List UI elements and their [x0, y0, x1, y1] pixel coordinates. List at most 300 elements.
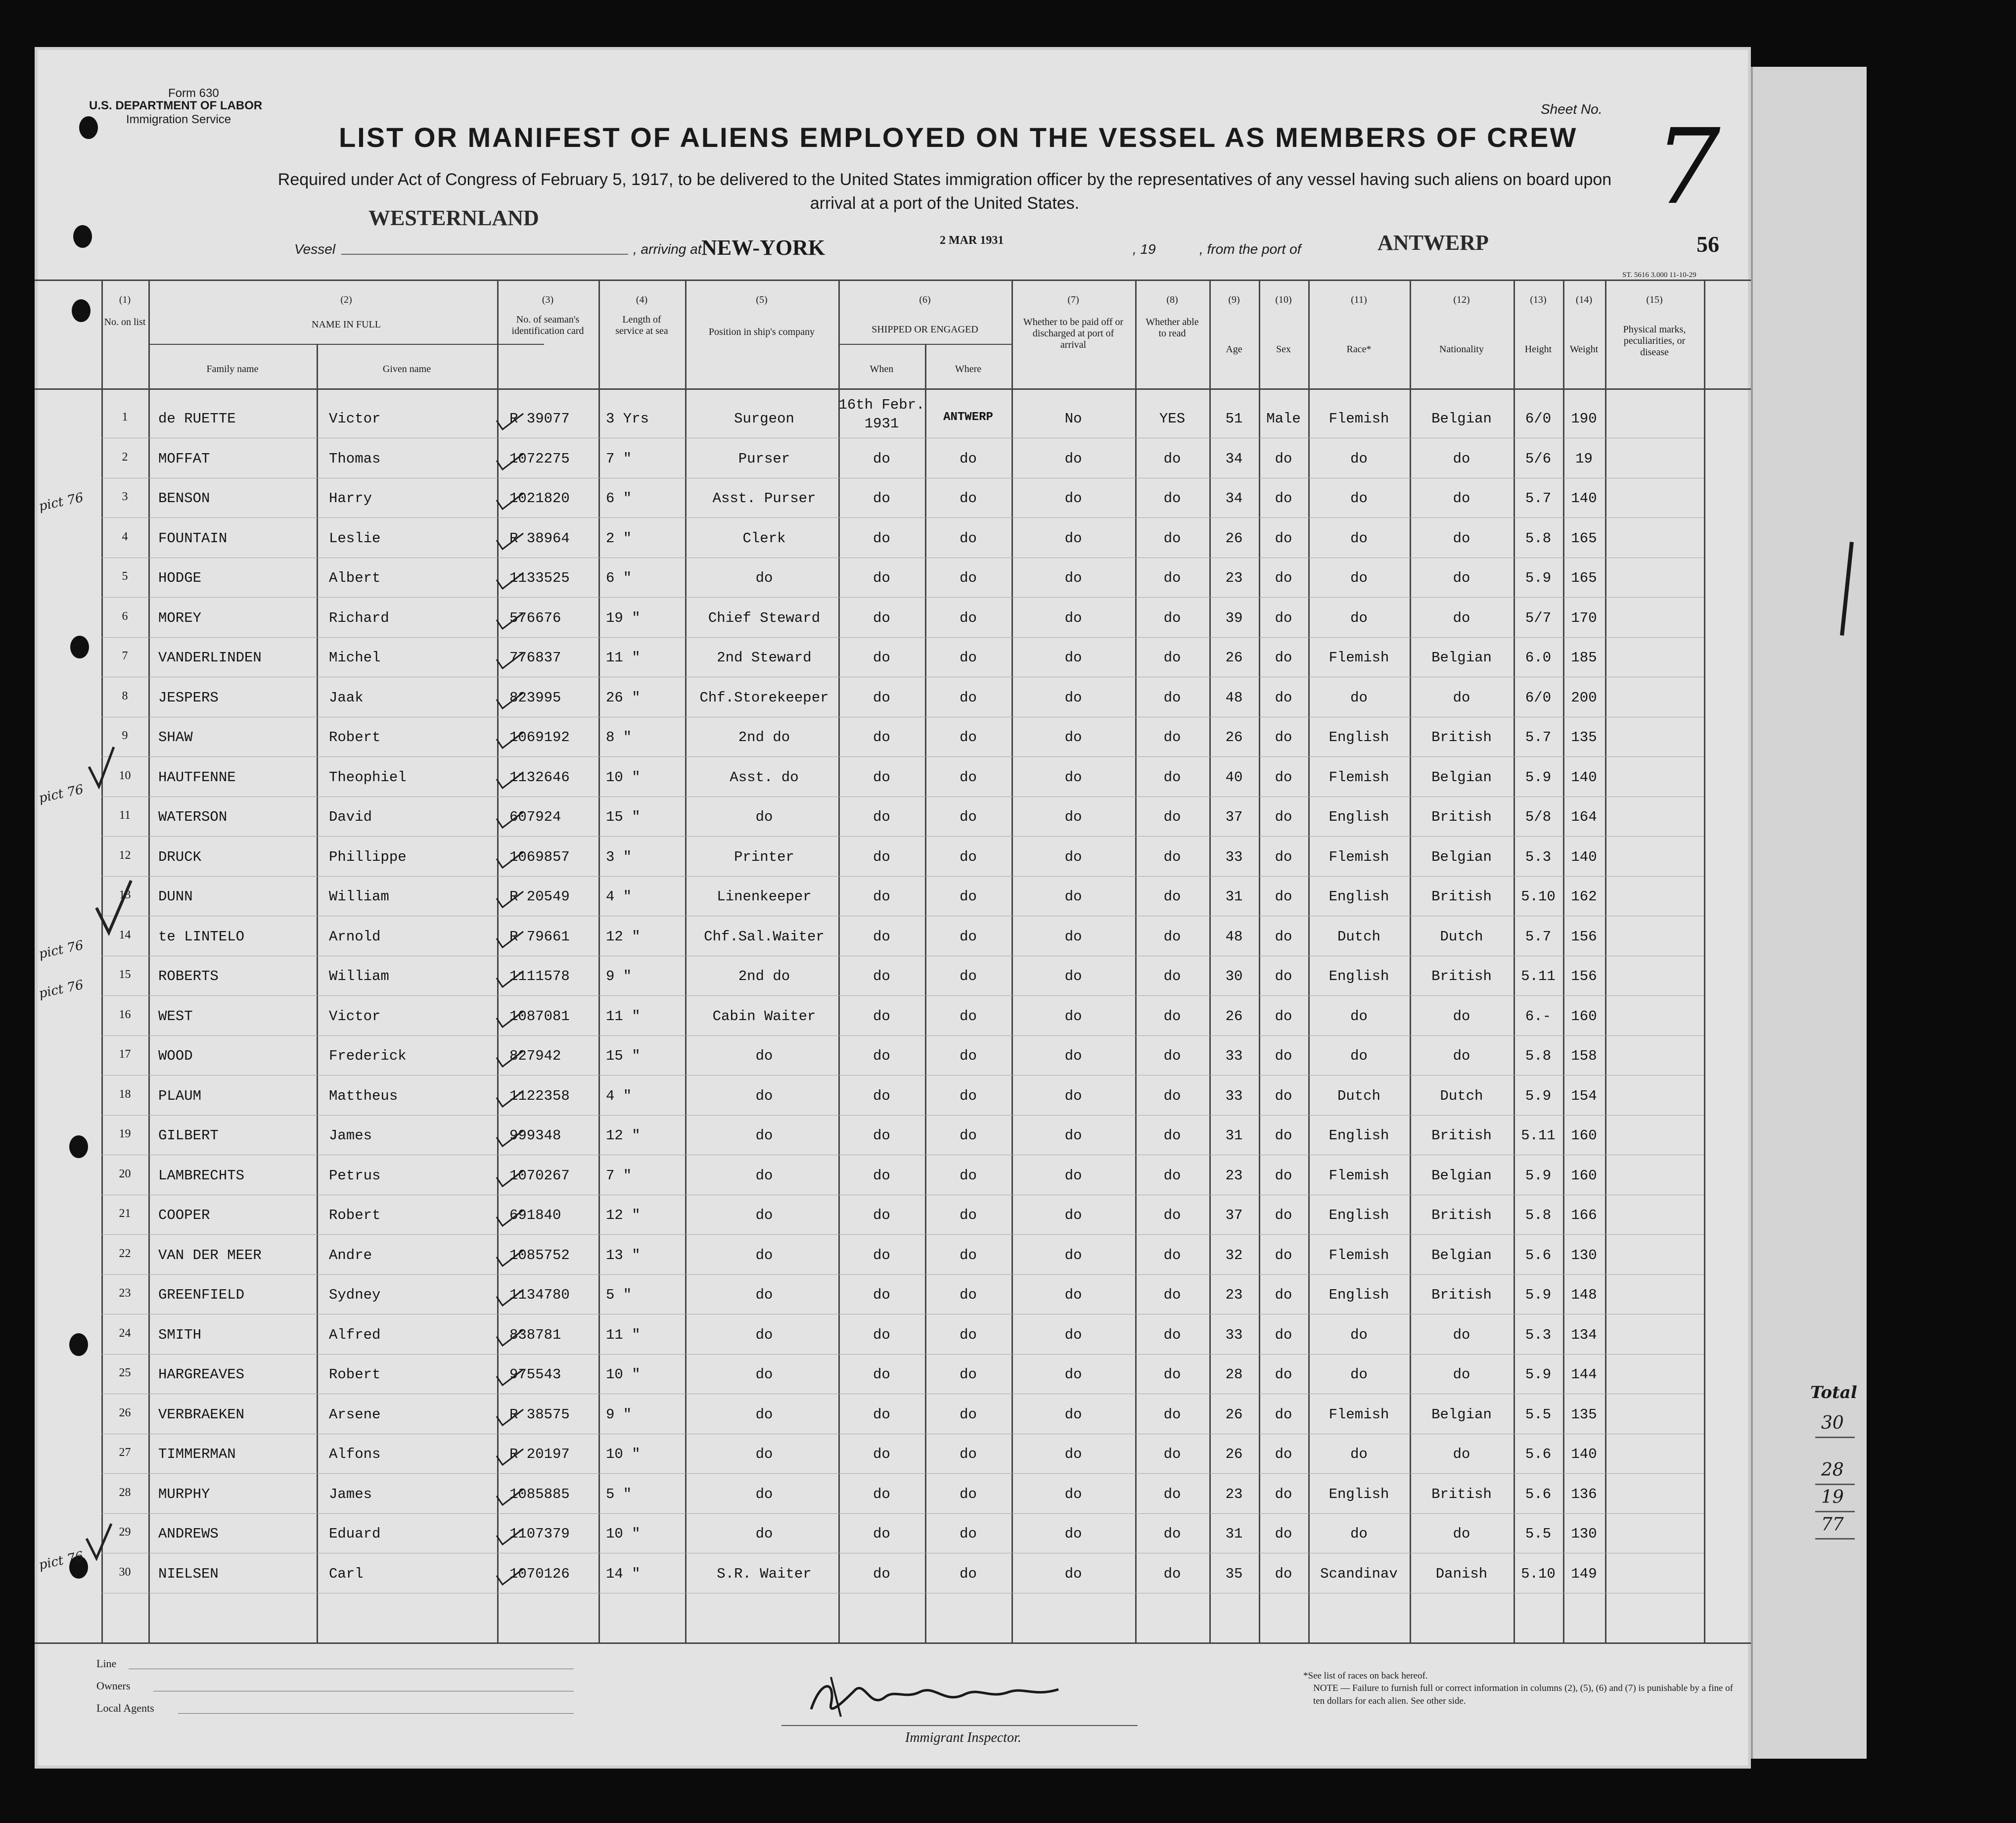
cell-nat: British — [1431, 1486, 1492, 1502]
tick-icon — [495, 531, 524, 551]
tick-icon — [495, 412, 524, 431]
cell-paid: do — [1064, 809, 1082, 825]
cell-when: do — [873, 1366, 890, 1383]
cell-race: do — [1350, 1366, 1368, 1383]
cell-where: do — [960, 1526, 977, 1542]
tick-icon — [495, 1049, 524, 1069]
page-title: LIST OR MANIFEST OF ALIENS EMPLOYED ON THE VESSEL AS MEMBERS OF CREW — [339, 122, 1578, 153]
cell-sex: do — [1275, 809, 1292, 825]
colnum-9: (9) — [1228, 294, 1240, 305]
cell-paid: do — [1064, 888, 1082, 905]
cell-service: 12 " — [606, 1207, 641, 1223]
cell-paid: do — [1064, 1526, 1082, 1542]
cell-race: Flemish — [1329, 769, 1389, 786]
tick-icon — [495, 930, 524, 949]
cell-service: 2 " — [606, 530, 632, 547]
cell-race: Flemish — [1329, 1167, 1389, 1184]
cell-no: 12 — [119, 848, 131, 862]
cell-nat: do — [1453, 570, 1470, 586]
cell-position: 2nd do — [738, 968, 790, 984]
cell-service: 13 " — [606, 1247, 641, 1263]
cell-age: 32 — [1225, 1247, 1243, 1263]
sheet-label: Sheet No. — [1541, 101, 1603, 117]
cell-where: do — [960, 928, 977, 945]
total-box — [1815, 1457, 1855, 1485]
cell-no: 30 — [119, 1565, 131, 1579]
cell-paid: do — [1064, 530, 1082, 547]
header-given-name: Given name — [382, 364, 431, 374]
cell-family: DRUCK — [158, 848, 202, 865]
margin-note: pict 76 — [37, 490, 85, 514]
cell-height: 6.0 — [1525, 650, 1552, 666]
cell-given: Thomas — [329, 450, 381, 467]
cell-service: 3 Yrs — [606, 411, 649, 427]
total-box — [1815, 1410, 1855, 1438]
cell-read: do — [1163, 1287, 1181, 1303]
cell-card: 838781 — [509, 1326, 561, 1343]
race-note: *See list of races on back hereof. — [1303, 1671, 1428, 1681]
cell-where: do — [960, 809, 977, 825]
cell-where: do — [960, 689, 977, 706]
cell-paid: do — [1064, 609, 1082, 626]
cell-nat: do — [1453, 1326, 1470, 1343]
cell-card: 1070267 — [509, 1167, 570, 1184]
cell-card: 1111578 — [509, 968, 570, 984]
cell-where: do — [960, 1406, 977, 1423]
cell-read: do — [1163, 450, 1181, 467]
cell-card: 1087081 — [509, 1008, 570, 1025]
cell-no: 21 — [119, 1207, 131, 1220]
cell-age: 33 — [1225, 1326, 1243, 1343]
cell-given: William — [329, 968, 389, 984]
cell-family: de RUETTE — [158, 411, 236, 427]
cell-where: do — [960, 530, 977, 547]
cell-sex: do — [1275, 1167, 1292, 1184]
cell-nat: Belgian — [1431, 848, 1492, 865]
cell-weight: 156 — [1571, 968, 1597, 984]
cell-race: Flemish — [1329, 1406, 1389, 1423]
tick-icon — [495, 969, 524, 989]
header-id-card: No. of seaman's identification card — [511, 314, 584, 336]
tick-icon — [495, 770, 524, 790]
cell-position: do — [755, 1247, 773, 1263]
cell-read: do — [1163, 490, 1181, 507]
cell-sex: do — [1275, 1247, 1292, 1263]
cell-service: 15 " — [606, 1048, 641, 1064]
cell-weight: 165 — [1571, 570, 1597, 586]
check-mark-icon — [94, 878, 134, 937]
cell-position: do — [755, 1287, 773, 1303]
cell-nat: do — [1453, 1446, 1470, 1462]
cell-position: Chief Steward — [708, 609, 821, 626]
cell-height: 5.7 — [1525, 490, 1552, 507]
cell-family: VERBRAEKEN — [158, 1406, 245, 1423]
cell-given: Albert — [329, 570, 381, 586]
cell-height: 5/6 — [1525, 450, 1552, 467]
cell-read: do — [1163, 809, 1181, 825]
tick-icon — [495, 1009, 524, 1029]
cell-age: 26 — [1225, 729, 1243, 746]
cell-where: do — [960, 570, 977, 586]
cell-position: Purser — [738, 450, 790, 467]
tick-icon — [495, 1367, 524, 1387]
cell-read: YES — [1159, 411, 1186, 427]
cell-no: 26 — [119, 1406, 131, 1419]
cell-height: 5/8 — [1525, 809, 1552, 825]
cell-family: SMITH — [158, 1326, 202, 1343]
cell-no: 19 — [119, 1127, 131, 1140]
cell-nat: Belgian — [1431, 1406, 1492, 1423]
cell-card: 1133525 — [509, 570, 570, 586]
cell-race: Flemish — [1329, 1247, 1389, 1263]
cell-nat: do — [1453, 1366, 1470, 1383]
cell-given: Eduard — [329, 1526, 381, 1542]
colnum-4: (4) — [636, 294, 648, 305]
cell-position: do — [755, 1087, 773, 1104]
cell-given: Arsene — [329, 1406, 381, 1423]
tick-icon — [495, 1487, 524, 1507]
colnum-10: (10) — [1275, 294, 1292, 305]
cell-family: VAN DER MEER — [158, 1247, 262, 1263]
cell-no: 16 — [119, 1008, 131, 1021]
cell-weight: 160 — [1571, 1127, 1597, 1144]
cell-no: 18 — [119, 1087, 131, 1101]
margin-note: pict 76 — [37, 977, 85, 1002]
cell-age: 26 — [1225, 1008, 1243, 1025]
cell-paid: do — [1064, 450, 1082, 467]
cell-weight: 165 — [1571, 530, 1597, 547]
cell-paid: do — [1064, 689, 1082, 706]
cell-sex: do — [1275, 1486, 1292, 1502]
cell-age: 26 — [1225, 530, 1243, 547]
cell-service: 9 " — [606, 1406, 632, 1423]
cell-age: 26 — [1225, 650, 1243, 666]
footer-owners-label: Owners — [96, 1680, 131, 1692]
cell-height: 5.9 — [1525, 769, 1552, 786]
cell-family: PLAUM — [158, 1087, 202, 1104]
cell-read: do — [1163, 1486, 1181, 1502]
cell-sex: do — [1275, 1127, 1292, 1144]
cell-weight: 154 — [1571, 1087, 1597, 1104]
cell-no: 11 — [119, 809, 131, 822]
header-height: Height — [1524, 344, 1552, 355]
cell-where: do — [960, 1167, 977, 1184]
cell-paid: No — [1064, 411, 1082, 427]
cell-where: do — [960, 1565, 977, 1582]
cell-nat: British — [1431, 1127, 1492, 1144]
cell-given: Harry — [329, 490, 372, 507]
cell-position: do — [755, 1526, 773, 1542]
tick-icon — [495, 1288, 524, 1308]
cell-no: 28 — [119, 1486, 131, 1499]
cell-weight: 170 — [1571, 609, 1597, 626]
header-sex: Sex — [1276, 344, 1291, 355]
cell-when: do — [873, 609, 890, 626]
arrival-date-stamp: 2 MAR 1931 — [940, 234, 1004, 247]
row-rule — [101, 1035, 1704, 1036]
manifest-sheet — [35, 47, 1857, 1769]
cell-paid: do — [1064, 1446, 1082, 1462]
cell-card: 1070126 — [509, 1565, 570, 1582]
cell-sex: do — [1275, 769, 1292, 786]
cell-when: do — [873, 1247, 890, 1263]
cell-position: Printer — [734, 848, 794, 865]
colnum-14: (14) — [1575, 294, 1593, 305]
cell-race: do — [1350, 689, 1368, 706]
cell-when: do — [873, 968, 890, 984]
header-no-on-list: No. on list — [104, 317, 146, 327]
footer-agents-label: Local Agents — [96, 1702, 154, 1714]
header-when: When — [870, 364, 894, 374]
cell-position: do — [755, 1486, 773, 1502]
from-port-label: , from the port of — [1199, 241, 1301, 257]
cell-service: 10 " — [606, 769, 641, 786]
cell-nat: British — [1431, 1207, 1492, 1223]
cell-family: WATERSON — [158, 809, 228, 825]
cell-height: 5.6 — [1525, 1446, 1552, 1462]
cell-card: 1085752 — [509, 1247, 570, 1263]
cell-position: Clerk — [742, 530, 786, 547]
cell-card: 1107379 — [509, 1526, 570, 1542]
cell-age: 40 — [1225, 769, 1243, 786]
cell-when: do — [873, 1446, 890, 1462]
cell-where: do — [960, 1287, 977, 1303]
cell-service: 7 " — [606, 450, 632, 467]
header-race: Race* — [1346, 344, 1372, 355]
total-value: 77 — [1821, 1514, 1844, 1535]
cell-read: do — [1163, 1127, 1181, 1144]
cell-weight: 148 — [1571, 1287, 1597, 1303]
cell-sex: do — [1275, 1048, 1292, 1064]
cell-race: Dutch — [1337, 928, 1380, 945]
tick-icon — [495, 1447, 524, 1467]
cell-paid: do — [1064, 928, 1082, 945]
cell-card: R 20197 — [509, 1446, 570, 1462]
cell-paid: do — [1064, 1127, 1082, 1144]
header-shipped-engaged: SHIPPED OR ENGAGED — [871, 324, 978, 335]
cell-position: do — [755, 809, 773, 825]
cell-read: do — [1163, 1247, 1181, 1263]
cell-read: do — [1163, 1048, 1181, 1064]
cell-given: Andre — [329, 1247, 372, 1263]
cell-family: TIMMERMAN — [158, 1446, 236, 1462]
cell-nat: Belgian — [1431, 1247, 1492, 1263]
cell-no: 15 — [119, 968, 131, 981]
cell-card: 1021820 — [509, 490, 570, 507]
cell-position: do — [755, 1048, 773, 1064]
cell-height: 5.10 — [1521, 1565, 1556, 1582]
cell-age: 30 — [1225, 968, 1243, 984]
vessel-label: Vessel — [294, 241, 336, 257]
cell-sex: do — [1275, 609, 1292, 626]
cell-service: 14 " — [606, 1565, 641, 1582]
cell-where: do — [960, 968, 977, 984]
form-number: Form 630 — [168, 87, 219, 100]
cell-no: 8 — [122, 689, 128, 702]
cell-age: 28 — [1225, 1366, 1243, 1383]
cell-read: do — [1163, 530, 1181, 547]
cell-race: English — [1329, 1207, 1389, 1223]
cell-height: 5.3 — [1525, 848, 1552, 865]
cell-race: Scandinav — [1320, 1565, 1398, 1582]
cell-family: HAUTFENNE — [158, 769, 236, 786]
cell-when: do — [873, 888, 890, 905]
cell-weight: 140 — [1571, 848, 1597, 865]
header-where: Where — [955, 364, 982, 374]
cell-no: 24 — [119, 1326, 131, 1340]
cell-race: English — [1329, 1287, 1389, 1303]
cell-position: Linenkeeper — [717, 888, 812, 905]
cell-when: do — [873, 809, 890, 825]
colnum-12: (12) — [1453, 294, 1470, 305]
cell-age: 31 — [1225, 1127, 1243, 1144]
header-nationality: Nationality — [1439, 344, 1484, 355]
cell-nat: Belgian — [1431, 1167, 1492, 1184]
cell-weight: 200 — [1571, 689, 1597, 706]
header-service: Length of service at sea — [615, 314, 668, 336]
row-rule — [101, 756, 1704, 757]
cell-no: 29 — [119, 1526, 131, 1539]
cell-nat: do — [1453, 1008, 1470, 1025]
tick-icon — [495, 730, 524, 750]
cell-card: 827942 — [509, 1048, 561, 1064]
cell-age: 48 — [1225, 689, 1243, 706]
total-value: 19 — [1821, 1487, 1844, 1507]
cell-paid: do — [1064, 1207, 1082, 1223]
cell-when: do — [873, 1048, 890, 1064]
header-weight: Weight — [1569, 344, 1599, 355]
cell-given: Sydney — [329, 1287, 381, 1303]
punch-hole — [70, 636, 89, 658]
cell-family: BENSON — [158, 490, 210, 507]
cell-race: English — [1329, 1486, 1389, 1502]
header-paid-off: Whether to be paid off or discharged at port of arrival — [1023, 317, 1124, 350]
cell-weight: 160 — [1571, 1008, 1597, 1025]
cell-where: do — [960, 1486, 977, 1502]
cell-sex: do — [1275, 848, 1292, 865]
cell-height: 6/0 — [1525, 411, 1552, 427]
cell-age: 37 — [1225, 1207, 1243, 1223]
cell-paid: do — [1064, 729, 1082, 746]
department-name: U.S. DEPARTMENT OF LABOR — [89, 99, 263, 112]
cell-family: HARGREAVES — [158, 1366, 245, 1383]
cell-read: do — [1163, 888, 1181, 905]
cell-position: 2nd Steward — [717, 650, 812, 666]
cell-family: ANDREWS — [158, 1526, 219, 1542]
cell-when: do — [873, 490, 890, 507]
cell-when: do — [873, 1008, 890, 1025]
cell-age: 33 — [1225, 848, 1243, 865]
colnum-3: (3) — [542, 294, 554, 305]
cell-no: 4 — [122, 530, 128, 543]
page-number: 56 — [1696, 232, 1719, 257]
tick-icon — [495, 889, 524, 909]
cell-service: 11 " — [606, 1326, 641, 1343]
cell-sex: do — [1275, 650, 1292, 666]
cell-position: do — [755, 1167, 773, 1184]
row-rule — [101, 637, 1704, 638]
cell-family: GILBERT — [158, 1127, 219, 1144]
total-value: 28 — [1821, 1460, 1844, 1480]
colnum-11: (11) — [1351, 294, 1367, 305]
cell-sex: do — [1275, 1008, 1292, 1025]
cell-nat: British — [1431, 729, 1492, 746]
cell-weight: 136 — [1571, 1486, 1597, 1502]
cell-read: do — [1163, 1087, 1181, 1104]
cell-weight: 162 — [1571, 888, 1597, 905]
cell-read: do — [1163, 1446, 1181, 1462]
cell-height: 5.9 — [1525, 1366, 1552, 1383]
header-name-in-full: NAME IN FULL — [312, 319, 381, 330]
cell-no: 10 — [119, 769, 131, 782]
row-rule — [101, 597, 1704, 598]
cell-age: 23 — [1225, 1167, 1243, 1184]
cell-when: do — [873, 769, 890, 786]
tick-icon — [495, 651, 524, 670]
cell-no: 20 — [119, 1167, 131, 1180]
cell-given: Jaak — [329, 689, 364, 706]
cell-nat: Danish — [1435, 1565, 1488, 1582]
cell-where: do — [960, 1446, 977, 1462]
margin-note: pict 76 — [37, 937, 85, 962]
cell-family: MOFFAT — [158, 450, 210, 467]
cell-paid: do — [1064, 968, 1082, 984]
cell-service: 19 " — [606, 609, 641, 626]
cell-read: do — [1163, 1167, 1181, 1184]
cell-paid: do — [1064, 490, 1082, 507]
cell-no: 5 — [122, 570, 128, 583]
cell-age: 31 — [1225, 1526, 1243, 1542]
tick-icon — [495, 1208, 524, 1228]
cell-given: James — [329, 1127, 372, 1144]
tick-icon — [495, 1128, 524, 1148]
margin-note: pict 76 — [37, 782, 85, 806]
cell-family: COOPER — [158, 1207, 210, 1223]
cell-race: Flemish — [1329, 411, 1389, 427]
cell-height: 5/7 — [1525, 609, 1552, 626]
cell-race: English — [1329, 888, 1389, 905]
cell-race: do — [1350, 609, 1368, 626]
cell-service: 12 " — [606, 928, 641, 945]
cell-nat: British — [1431, 968, 1492, 984]
cell-sex: do — [1275, 450, 1292, 467]
cell-race: Flemish — [1329, 848, 1389, 865]
cell-card: 975543 — [509, 1366, 561, 1383]
cell-read: do — [1163, 729, 1181, 746]
cell-service: 6 " — [606, 490, 632, 507]
cell-card: 999348 — [509, 1127, 561, 1144]
tick-icon — [495, 850, 524, 870]
cell-where: do — [960, 1366, 977, 1383]
cell-race: Flemish — [1329, 650, 1389, 666]
row-rule — [101, 876, 1704, 877]
cell-nat: British — [1431, 888, 1492, 905]
header-able-read: Whether able to read — [1145, 317, 1199, 339]
header-physical: Physical marks, peculiarities, or disease — [1623, 324, 1686, 358]
print-code: ST. 5616 3.000 11-10-29 — [1622, 271, 1696, 279]
cell-weight: 185 — [1571, 650, 1597, 666]
cell-card: R 20549 — [509, 888, 570, 905]
cell-height: 5.8 — [1525, 1048, 1552, 1064]
cell-paid: do — [1064, 1366, 1082, 1383]
cell-when: do — [873, 689, 890, 706]
cell-card: 1085885 — [509, 1486, 570, 1502]
cell-where: do — [960, 848, 977, 865]
cell-service: 10 " — [606, 1446, 641, 1462]
cell-service: 6 " — [606, 570, 632, 586]
cell-when: do — [873, 1087, 890, 1104]
cell-where: do — [960, 1048, 977, 1064]
